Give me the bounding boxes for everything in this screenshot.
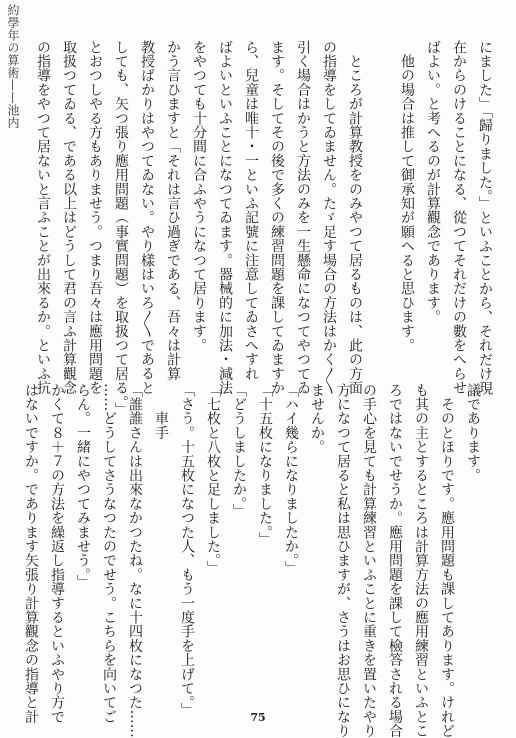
text-column: 「ハイ幾らになりましたか。」 xyxy=(283,383,299,575)
text-column: らん。一緒にやつてみませう。」 xyxy=(75,383,91,589)
text-column: 方になつて居ると私は思ひますが、さうはお思ひになり xyxy=(335,383,351,738)
text-column: かう言ひますと「それは言ひ過ぎである、吾々は計算 xyxy=(165,40,181,381)
text-column: 取扱つてゐる、である以上はどうして君の言ふ計算觀念 xyxy=(61,40,77,395)
text-column: ます。そしてその後で多くの練習問題を課してゐますか xyxy=(269,40,285,395)
text-column: しても、矢つ張り應用問題（事實問題）を取扱つて居る。」 xyxy=(113,40,129,417)
text-column: 議であります。 xyxy=(465,383,481,483)
text-column: の指導をやつて居ないと言ふことが出來るか。といふ抗 xyxy=(35,40,51,395)
text-column: ら、兒童は唯十・一といふ記號に注意してゐさへすれ xyxy=(243,40,259,381)
text-column: の指導をしてゐません。たゞ足す場合の方法はかく〳〵 xyxy=(321,40,337,395)
text-column: ……どうしてさうなつたのでせう。こちらを向いてご xyxy=(101,383,117,724)
text-column: 「さう。十五枚になつた人、もう一度手を上げて。」 xyxy=(179,383,195,717)
text-column: 教授ばかりはやつてゐない。やり樣はいろ〳〵であると xyxy=(139,40,155,395)
text-column: 車手 xyxy=(153,383,169,440)
text-column: ばよいといふことになつてゐます。器械的に加法・減法 xyxy=(217,40,233,395)
text-column: の手心を見ても計算練習といふことに重きを置いたやり xyxy=(361,383,377,738)
text-column: 「どうしましたか。」 xyxy=(231,383,247,518)
text-column: ろではないでせうか。應用問題を課して檢答される場合 xyxy=(387,383,403,738)
text-column: 他の場合は推して御承知が願へると思ひます。 xyxy=(399,40,415,353)
running-header: 約學年の算術——池内 xyxy=(6,4,20,129)
text-column: にました」「歸りました。」といふことから、それだけ現 xyxy=(477,40,493,396)
text-column: ませんか。 xyxy=(309,383,325,454)
text-column: そのとほりです。應用問題も課してあります。けれど xyxy=(439,383,455,738)
text-column: 在からのけることになる、從つてそれだけの數をへらせ xyxy=(451,40,467,395)
text-column: をやつても十分間に合ふやうになつて居ります。 xyxy=(191,40,207,353)
text-column: とおつしやる方もありませう。つまり吾々は應用問題を xyxy=(87,40,103,395)
text-column xyxy=(368,40,394,370)
page-number: 75 xyxy=(250,711,266,724)
text-column: ところが計算教授をのみやつて居るものは、此の方面 xyxy=(347,40,363,395)
text-column: ばよい。と考へるのが計算觀念であります。 xyxy=(425,40,441,324)
text-column: 引く場合はかうと方法のみを一生懸命になつてやつてゐ xyxy=(295,40,311,395)
text-column: 「誰誰さんは出來なかつたね。なに十四枚になつた…… xyxy=(127,383,143,738)
text-column: かくて８＋７の方法を繰返し指導するといふやり方で xyxy=(49,383,65,724)
text-column: も其の主とするところは計算方法の應用練習といふとこ xyxy=(413,383,429,738)
text-column: 「七枚と八枚と足しました。」 xyxy=(205,383,221,575)
text-column: はないですか。であります矢張り計算觀念の指導と計 xyxy=(23,383,39,724)
text-column: 「十五枚になりました。」 xyxy=(257,383,273,547)
